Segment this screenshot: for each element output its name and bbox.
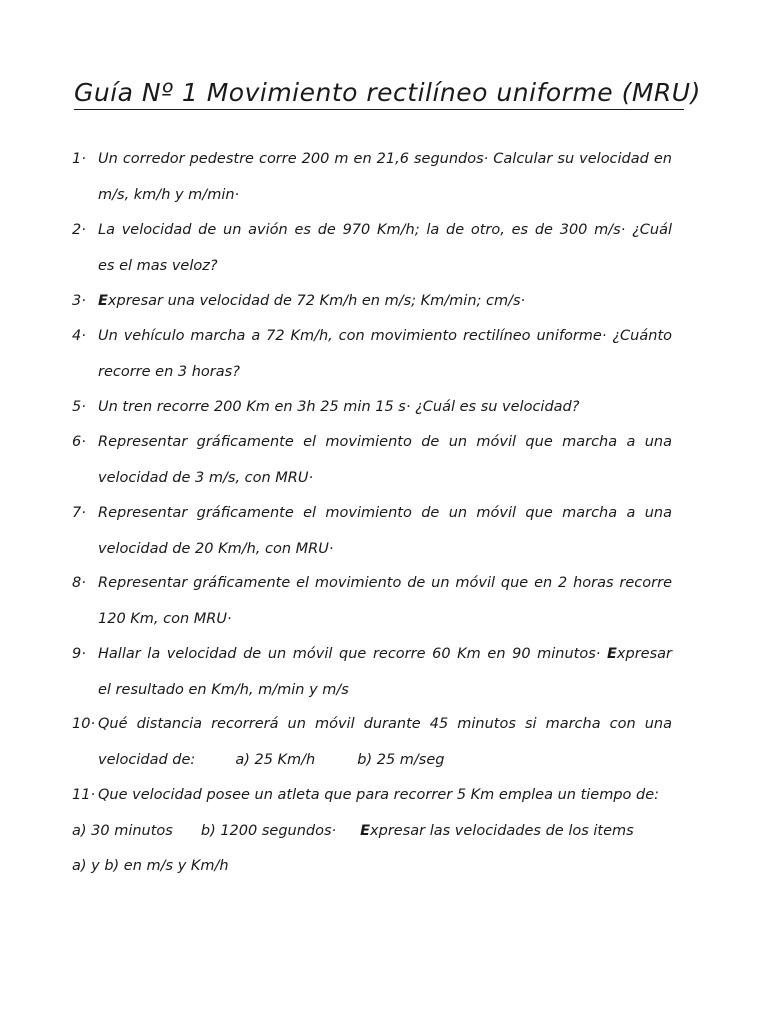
exercise-number: 10· xyxy=(72,716,96,732)
exercise-number: 3· xyxy=(72,293,86,309)
option-b: b) 1200 segundos· xyxy=(200,822,337,839)
option-a: a) 30 minutos xyxy=(72,822,173,839)
exercise-text: Que velocidad posee un atleta que para recorrer 5 Km emplea un tiempo de: xyxy=(98,787,660,803)
exercise-text: el resultado en Km/h, m/min y m/s xyxy=(98,681,349,698)
exercise-text: velocidad de: xyxy=(98,751,196,768)
exercise-7 xyxy=(72,498,672,569)
exercise-2 xyxy=(72,215,672,286)
exercise-text: xpresar una velocidad de 72 Km/h en m/s; Km/min; cm/s· xyxy=(107,293,526,309)
exercise-11 xyxy=(72,780,672,887)
exercise-number: 6· xyxy=(72,434,86,450)
exercise-6 xyxy=(72,427,672,498)
exercise-number: 9· xyxy=(72,646,86,662)
exercise-text: a) y b) en m/s y Km/h xyxy=(72,858,229,874)
exercise-text: Un tren recorre 200 Km en 3h 25 min 15 s· ¿Cuál es su velocidad? xyxy=(98,399,580,415)
exercise-4 xyxy=(72,321,672,392)
exercise-number: 7· xyxy=(72,505,86,521)
exercise-text: m/s, km/h y m/min· xyxy=(98,186,240,203)
exercise-text: es el mas veloz? xyxy=(98,257,218,274)
exercise-number: 11· xyxy=(72,787,96,803)
exercise-text: Hallar la velocidad de un móvil que recorre 60 Km en 90 minutos· xyxy=(98,646,601,662)
exercise-9 xyxy=(72,639,672,710)
page-title: Guía Nº 1 Movimiento rectilíneo uniforme (MRU) xyxy=(74,78,684,110)
option-b: b) 25 m/seg xyxy=(357,751,445,768)
exercise-text: xpresar las velocidades de los items xyxy=(370,822,634,839)
exercise-text: Un vehículo marcha a 72 Km/h, con movimiento rectilíneo uniforme· ¿Cuánto xyxy=(98,328,672,344)
exercise-number: 4· xyxy=(72,328,86,344)
exercise-text: Representar gráficamente el movimiento de un móvil que en 2 horas recorre xyxy=(98,575,672,591)
exercise-text: Un corredor pedestre corre 200 m en 21,6 segundos· Calcular su velocidad en xyxy=(98,151,672,167)
bold-initial: E xyxy=(98,293,108,309)
exercise-text: Representar gráficamente el movimiento de un móvil que marcha a una xyxy=(98,434,672,450)
exercise-number: 1· xyxy=(72,151,86,167)
exercise-text: recorre en 3 horas? xyxy=(98,363,240,380)
exercise-number: 5· xyxy=(72,399,86,415)
exercise-text: velocidad de 20 Km/h, con MRU· xyxy=(98,540,334,557)
bold-initial: E xyxy=(360,822,371,839)
exercise-text: velocidad de 3 m/s, con MRU· xyxy=(98,469,314,486)
exercise-8 xyxy=(72,568,672,639)
exercise-10 xyxy=(72,709,672,780)
bold-initial: E xyxy=(607,646,617,662)
exercise-5 xyxy=(72,392,672,428)
exercise-number: 2· xyxy=(72,222,86,238)
exercise-text: xpresar xyxy=(616,646,672,662)
exercise-3 xyxy=(72,286,672,322)
exercise-text: Representar gráficamente el movimiento de un móvil que marcha a una xyxy=(98,505,672,521)
exercise-1 xyxy=(72,144,672,215)
exercise-text: 120 Km, con MRU· xyxy=(98,610,232,627)
option-a: a) 25 Km/h xyxy=(235,751,316,768)
exercise-number: 8· xyxy=(72,575,86,591)
exercise-text: Qué distancia recorrerá un móvil durante 45 minutos si marcha con una xyxy=(98,716,672,732)
exercise-text: La velocidad de un avión es de 970 Km/h; la de otro, es de 300 m/s· ¿Cuál xyxy=(98,222,672,238)
